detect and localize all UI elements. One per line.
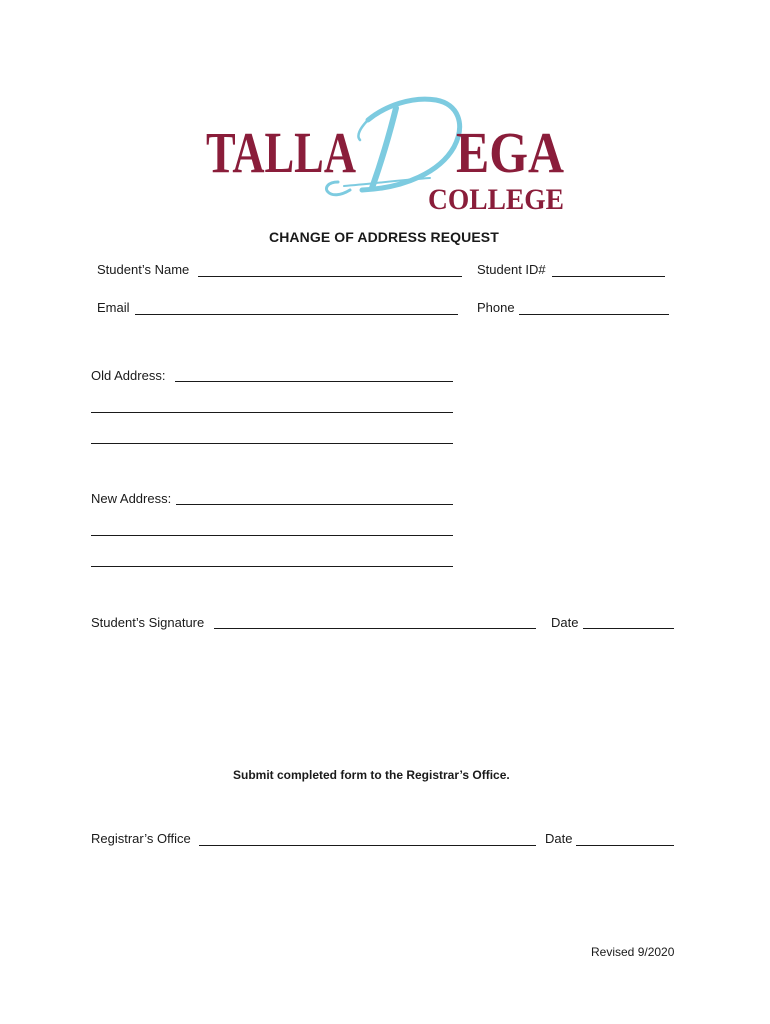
- registrar-office-label: Registrar’s Office: [91, 831, 191, 846]
- signature-date-label: Date: [551, 615, 579, 630]
- new-address-line-1[interactable]: [176, 504, 453, 505]
- new-address-line-2[interactable]: [91, 535, 453, 536]
- student-name-label: Student’s Name: [97, 262, 190, 277]
- new-address-line-3[interactable]: [91, 566, 453, 567]
- form-title: CHANGE OF ADDRESS REQUEST: [269, 229, 499, 245]
- college-logo-graphic: [200, 92, 572, 216]
- email-label: Email: [97, 300, 130, 315]
- student-id-field[interactable]: [552, 276, 665, 277]
- old-address-line-3[interactable]: [91, 443, 453, 444]
- old-address-line-2[interactable]: [91, 412, 453, 413]
- signature-date-field[interactable]: [583, 628, 674, 629]
- email-field[interactable]: [135, 314, 458, 315]
- registrar-date-label: Date: [545, 831, 573, 846]
- logo-word-left: TALLA: [206, 120, 357, 185]
- logo-subtitle: COLLEGE: [428, 183, 564, 216]
- student-signature-field[interactable]: [214, 628, 536, 629]
- student-id-label: Student ID#: [477, 262, 546, 277]
- student-name-field[interactable]: [198, 276, 462, 277]
- old-address-label: Old Address:: [91, 368, 166, 383]
- logo-word-right: EGA: [456, 120, 565, 185]
- phone-field[interactable]: [519, 314, 669, 315]
- revision-note: Revised 9/2020: [591, 945, 675, 959]
- submit-instruction: Submit completed form to the Registrar’s Office.: [233, 768, 510, 782]
- college-logo: [200, 92, 572, 216]
- new-address-label: New Address:: [91, 491, 172, 506]
- registrar-office-field[interactable]: [199, 845, 536, 846]
- registrar-date-field[interactable]: [576, 845, 674, 846]
- student-signature-label: Student’s Signature: [91, 615, 205, 630]
- phone-label: Phone: [477, 300, 515, 315]
- old-address-line-1[interactable]: [175, 381, 453, 382]
